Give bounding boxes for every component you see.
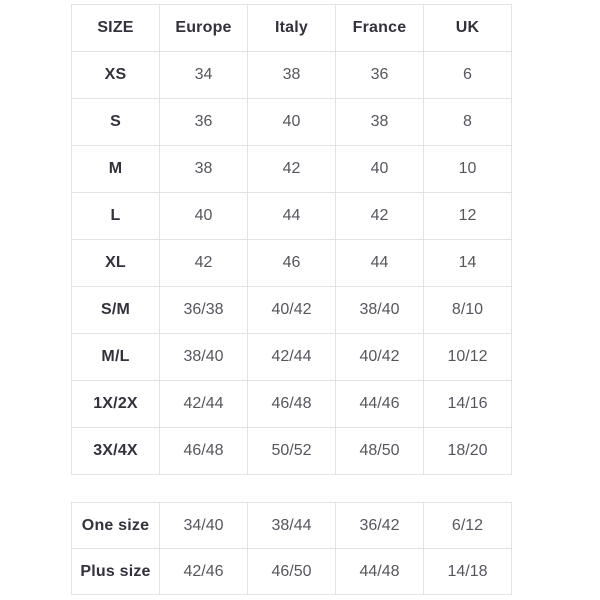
column-header-uk: UK [424, 5, 512, 52]
size-conversion-table [71, 4, 512, 475]
italy-value: 46/50 [248, 549, 336, 595]
uk-value: 6/12 [424, 503, 512, 549]
italy-value: 42/44 [248, 334, 336, 381]
italy-value: 40/42 [248, 287, 336, 334]
table-row-s [72, 99, 512, 146]
italy-value: 46/48 [248, 381, 336, 428]
uk-value: 8 [424, 99, 512, 146]
france-value: 40/42 [336, 334, 424, 381]
uk-value: 10/12 [424, 334, 512, 381]
europe-value: 40 [160, 193, 248, 240]
europe-value: 34 [160, 52, 248, 99]
italy-value: 40 [248, 99, 336, 146]
size-label: M [72, 146, 160, 193]
size-label: One size [72, 503, 160, 549]
table-header-row [72, 5, 512, 52]
france-value: 40 [336, 146, 424, 193]
europe-value: 36/38 [160, 287, 248, 334]
italy-value: 46 [248, 240, 336, 287]
france-value: 44/48 [336, 549, 424, 595]
uk-value: 14/16 [424, 381, 512, 428]
table-row-m [72, 146, 512, 193]
france-value: 38 [336, 99, 424, 146]
table-row-1x-2x [72, 381, 512, 428]
size-label: XL [72, 240, 160, 287]
europe-value: 46/48 [160, 428, 248, 475]
france-value: 42 [336, 193, 424, 240]
uk-value: 10 [424, 146, 512, 193]
italy-value: 38/44 [248, 503, 336, 549]
column-header-france: France [336, 5, 424, 52]
table-row-m-l [72, 334, 512, 381]
column-header-europe: Europe [160, 5, 248, 52]
france-value: 38/40 [336, 287, 424, 334]
france-value: 36/42 [336, 503, 424, 549]
uk-value: 14 [424, 240, 512, 287]
column-header-italy: Italy [248, 5, 336, 52]
europe-value: 38 [160, 146, 248, 193]
italy-value: 42 [248, 146, 336, 193]
size-label: Plus size [72, 549, 160, 595]
europe-value: 42/46 [160, 549, 248, 595]
table-row-l [72, 193, 512, 240]
size-label: S [72, 99, 160, 146]
size-label: 3X/4X [72, 428, 160, 475]
uk-value: 8/10 [424, 287, 512, 334]
uk-value: 12 [424, 193, 512, 240]
france-value: 44/46 [336, 381, 424, 428]
europe-value: 38/40 [160, 334, 248, 381]
column-header-size: SIZE [72, 5, 160, 52]
size-label: S/M [72, 287, 160, 334]
table-row-3x-4x [72, 428, 512, 475]
italy-value: 44 [248, 193, 336, 240]
size-label: L [72, 193, 160, 240]
europe-value: 42/44 [160, 381, 248, 428]
table-row-one-size [72, 503, 512, 549]
italy-value: 38 [248, 52, 336, 99]
size-label: M/L [72, 334, 160, 381]
table-row-xs [72, 52, 512, 99]
france-value: 44 [336, 240, 424, 287]
europe-value: 36 [160, 99, 248, 146]
france-value: 48/50 [336, 428, 424, 475]
uk-value: 6 [424, 52, 512, 99]
france-value: 36 [336, 52, 424, 99]
italy-value: 50/52 [248, 428, 336, 475]
europe-value: 42 [160, 240, 248, 287]
tables-container [71, 4, 512, 595]
size-label: 1X/2X [72, 381, 160, 428]
table-row-plus-size [72, 549, 512, 595]
size-label: XS [72, 52, 160, 99]
table-row-s-m [72, 287, 512, 334]
uk-value: 18/20 [424, 428, 512, 475]
uk-value: 14/18 [424, 549, 512, 595]
table-row-xl [72, 240, 512, 287]
special-sizes-table [71, 502, 512, 595]
europe-value: 34/40 [160, 503, 248, 549]
